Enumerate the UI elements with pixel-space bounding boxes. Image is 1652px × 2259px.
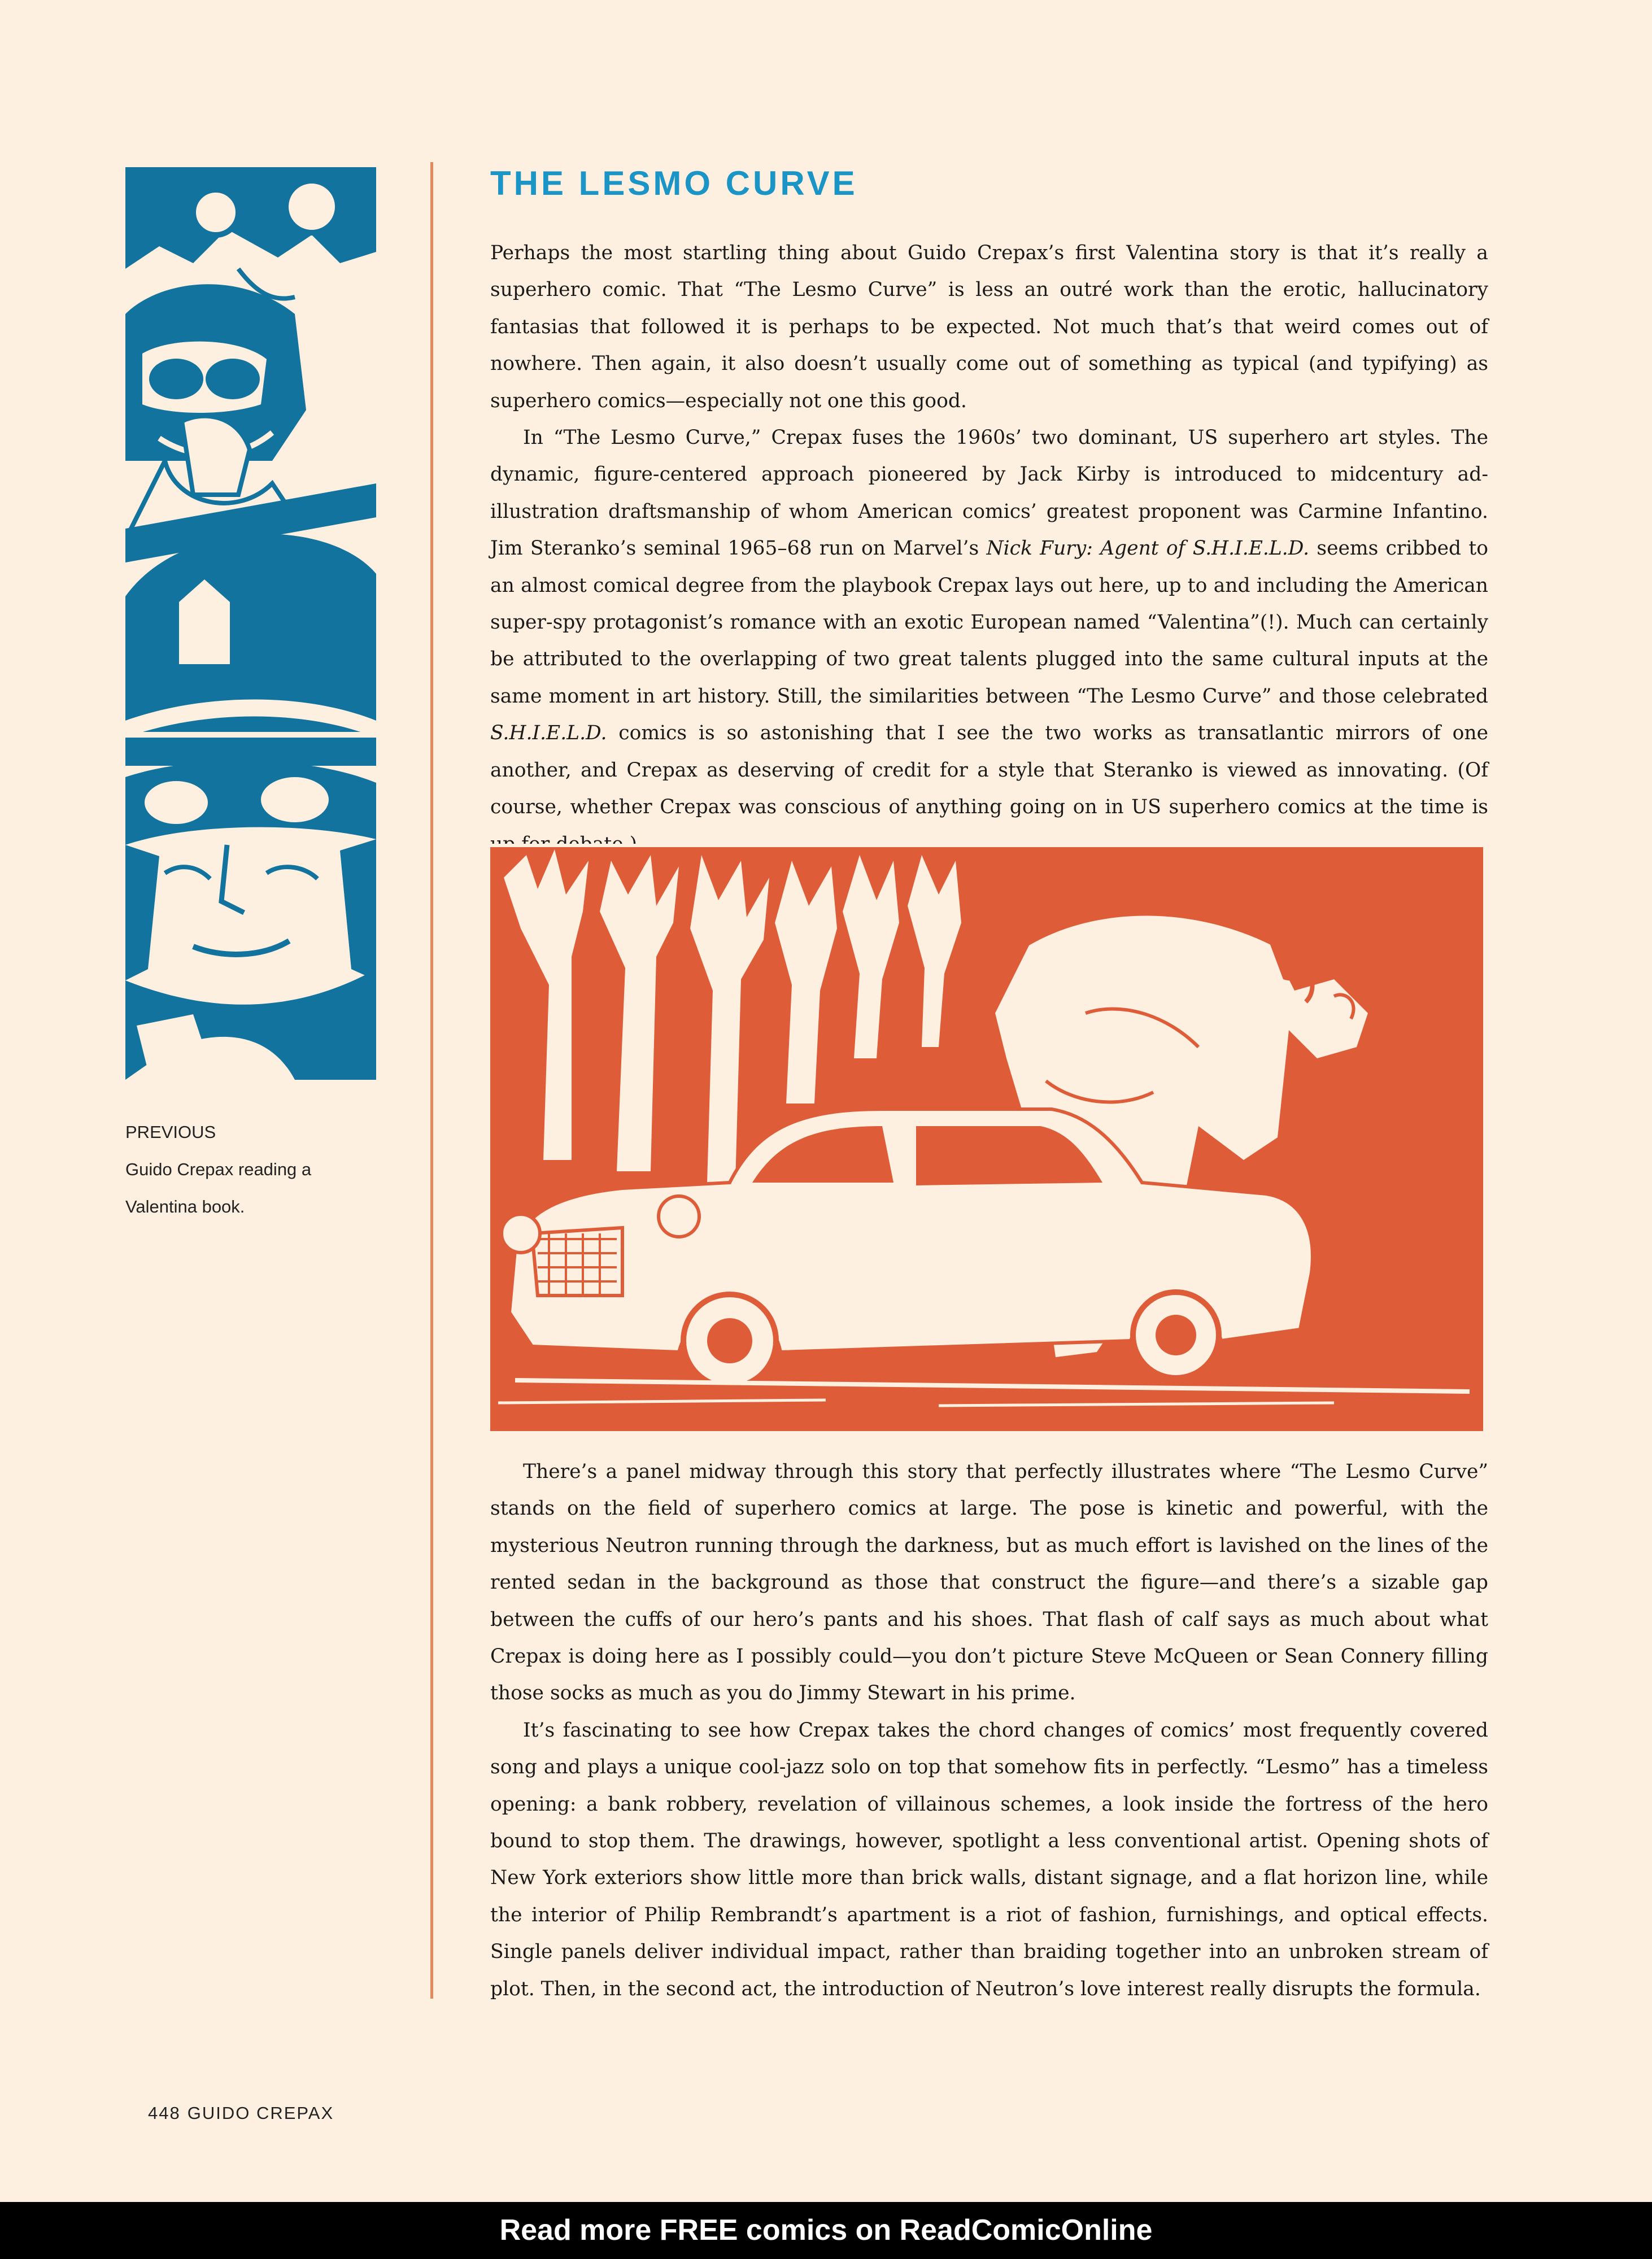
paragraph-3: There’s a panel midway through this story that perfectly illustrates where “The Lesmo Curve” stands on the field of superhero comics at large. The pose is kinetic and powerful, with the mysterious Neutron running through the darkness, but as much effort is lavished on the lines of the rented sedan in the background as those that construct the figure—and there’s a sizable gap between the cuffs of our hero’s pants and his shoes. That flash of calf says as much about what Crepax is doing here as I possibly could—you don’t picture Steve McQueen or Sean Connery filling those socks as much as you do Jimmy Stewart in his prime. <box>490 1460 1488 1705</box>
italic-title-shield: S.H.I.E.L.D. <box>490 722 607 745</box>
paragraph-2-part-b: seems cribbed to an almost comical degree from the playbook Crepax lays out here, up to and including the American super-spy protagonist’s romance with an exotic European named “Valentina”(!). Much can certainly be attributed to the overlapping of two great talents plugged into the same cultural inputs at the same moment in art history. Still, the similarities between “The Lesmo Curve” and those celebrated <box>490 537 1489 708</box>
paragraph-2 <box>490 420 1488 863</box>
promo-banner-link[interactable]: Read more FREE comics on ReadComicOnline <box>0 2202 1652 2259</box>
racing-helmet-illustration <box>125 167 376 1080</box>
vertical-divider <box>430 162 433 1999</box>
running-title: GUIDO CREPAX <box>187 2103 334 2123</box>
caption-line-2: Valentina book. <box>125 1197 245 1216</box>
paragraph-1: Perhaps the most startling thing about Guido Crepax’s first Valentina story is that it’s really a superhero comic. That “The Lesmo Curve” is less an outré work than the erotic, hallucinatory fantasias that followed it is perhaps to be expected. Not much that’s that weird comes out of nowhere. Then again, it also doesn’t usually come out of something as typical (and typifying) as superhero comics—especially not one this good. <box>490 242 1488 412</box>
caption-label: PREVIOUS <box>125 1122 216 1142</box>
paragraph-2-part-c: comics is so astonishing that I see the two works as transatlantic mirrors of one another, and Crepax as deserving of credit for a style that Steranko is viewed as innovating. (Of course, whether Crepax was conscious of anything going on in US superhero comics at the time is <box>490 722 1488 819</box>
article-body-bottom <box>490 1454 1488 2008</box>
paragraph-4: It’s fascinating to see how Crepax takes the chord changes of comics’ most frequently covered song and plays a unique cool-jazz solo on top that somehow fits in perfectly. “Lesmo” has a timeless opening: a bank robbery, revelation of villainous schemes, a look inside the fortress of the hero bound to stop them. The drawings, however, spotlight a less conventional artist. Opening shots of New York exteriors show little more than brick walls, distant signage, and a flat horizon line, while the interior of Philip Rembrandt’s apartment is a riot of fashion, furnishings, and optical effects. Single panels deliver individual impact, rather than braiding together into an unbroken stream of plot. Then, in the second act, the introduction of Neutron’s love interest really disrupts the formula. <box>490 1719 1488 2000</box>
running-figure-and-sedan-panel <box>487 844 1487 1434</box>
paragraph-2-part-a: In “The Lesmo Curve,” Crepax fuses the 1960s’ two dominant, US superhero art styles. The dynamic, figure-centered approach pioneered by Jack Kirby is introduced to midcentury ad-illustration draftsmanship of whom American comics’ greatest proponent was Carmine Infantino. Jim Steranko’s seminal 1965–68 run on Marvel’s <box>490 426 1488 560</box>
sidebar-caption <box>125 1114 374 1226</box>
page-number: 448 <box>148 2103 181 2123</box>
article-body-top <box>490 235 1488 863</box>
section-title: THE LESMO CURVE <box>490 164 858 202</box>
caption-line-1: Guido Crepax reading a <box>125 1159 312 1179</box>
page-footer <box>148 2103 341 2123</box>
italic-title-nick-fury: Nick Fury: Agent of S.H.I.E.L.D. <box>986 537 1310 560</box>
